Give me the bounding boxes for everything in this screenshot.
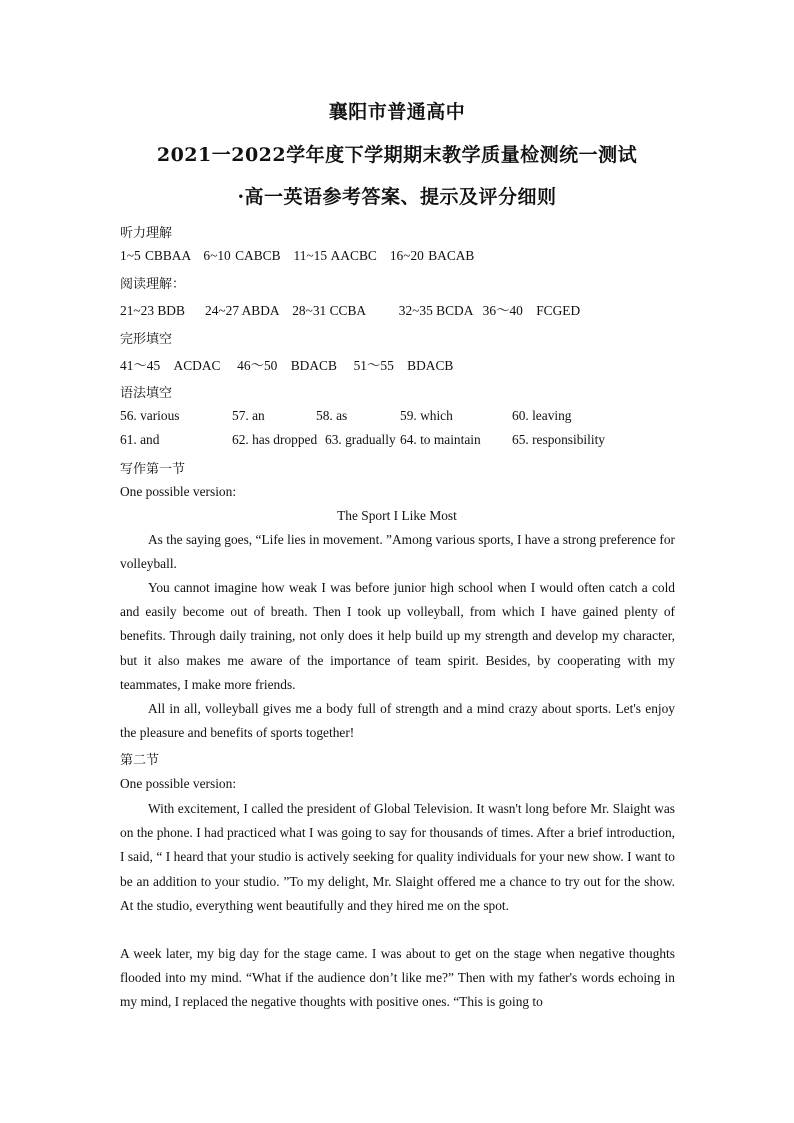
continuation-paragraph: With excitement, I called the president of Global Television. It wasn't long before Mr. Slaight was on the phone. I had practiced what I was going to say for thousands of times. After a brief introduction, I said, “ I heard that your studio is actively seeking for quality individuals for your new show. I want to be an addition to your studio. ”To my delight, Mr. Slaight offered me a chance to try out for the show. At the studio, everything went beautifully and they hired me on the spot. (120, 801, 675, 913)
grammar-answer: 63. gradually (325, 432, 396, 447)
grammar-answer: 61. and (120, 432, 160, 447)
grammar-answer: 64. to maintain (400, 432, 481, 447)
grammar-answer: 62. has dropped (232, 432, 318, 447)
listening-answers: 1~5 CBBAA 6~10 CABCB 11~15 AACBC 16~20 BACAB (120, 248, 475, 263)
reading-answers: 21~23 BDB 24~27 ABDA 28~31 CCBA 32~35 BCDA 36〜40 FCGED (120, 303, 581, 318)
continuation-paragraph: A week later, my big day for the stage came. I was about to get on the stage when negative thoughts flooded into my mind. “What if the audience don’t like me?” Then with my father's words echoing in my mind, I replaced the negative thoughts with positive ones. “This is going to (120, 946, 675, 1010)
writing1-heading: 写作第一节 (120, 462, 186, 477)
grammar-answer: 60. leaving (512, 408, 572, 423)
school-title: 襄阳市普通高中 (328, 101, 466, 123)
reading-heading: 阅读理解： (120, 277, 186, 292)
cloze-answers: 41〜45 ACDAC 46〜50 BDACB 51〜55 BDACB (120, 358, 454, 373)
listening-heading: 听力理解 (120, 226, 173, 241)
essay-paragraph: As the saying goes, “Life lies in movement. ”Among various sports, I have a strong preference for volleyball. (120, 532, 675, 572)
cloze-heading: 完形填空 (120, 332, 173, 347)
grammar-answer: 56. various (120, 408, 180, 423)
grammar-answer: 57. an (232, 408, 265, 423)
writing2-version-label: One possible version: (120, 776, 237, 791)
document-title: ·高一英语参考答案、提示及评分细则 (237, 186, 557, 208)
essay-paragraph: You cannot imagine how weak I was before junior high school when I would often catch a cold and easily become out of breath. Then I took up volleyball, from which I have gained plenty of benefits. Through daily training, not only does it help build up my strength and develop my character, but it also makes me aware of the importance of team spirit. Besides, by cooperating with my teammates, I make more friends. (120, 580, 675, 692)
essay-title: The Sport I Like Most (337, 508, 457, 523)
grammar-heading: 语法填空 (120, 386, 173, 401)
essay-paragraph: All in all, volleyball gives me a body full of strength and a mind crazy about sports. Let's enjoy the pleasure and benefits of sports together! (120, 701, 675, 741)
exam-title: 2021一2022学年度下学期期末教学质量检测统一测试 (156, 144, 638, 166)
writing2-heading: 第二节 (120, 753, 160, 768)
writing1-version-label: One possible version: (120, 484, 237, 499)
grammar-answer: 65. responsibility (512, 432, 605, 447)
grammar-answer: 58. as (316, 408, 348, 423)
grammar-answer: 59. which (400, 408, 453, 423)
